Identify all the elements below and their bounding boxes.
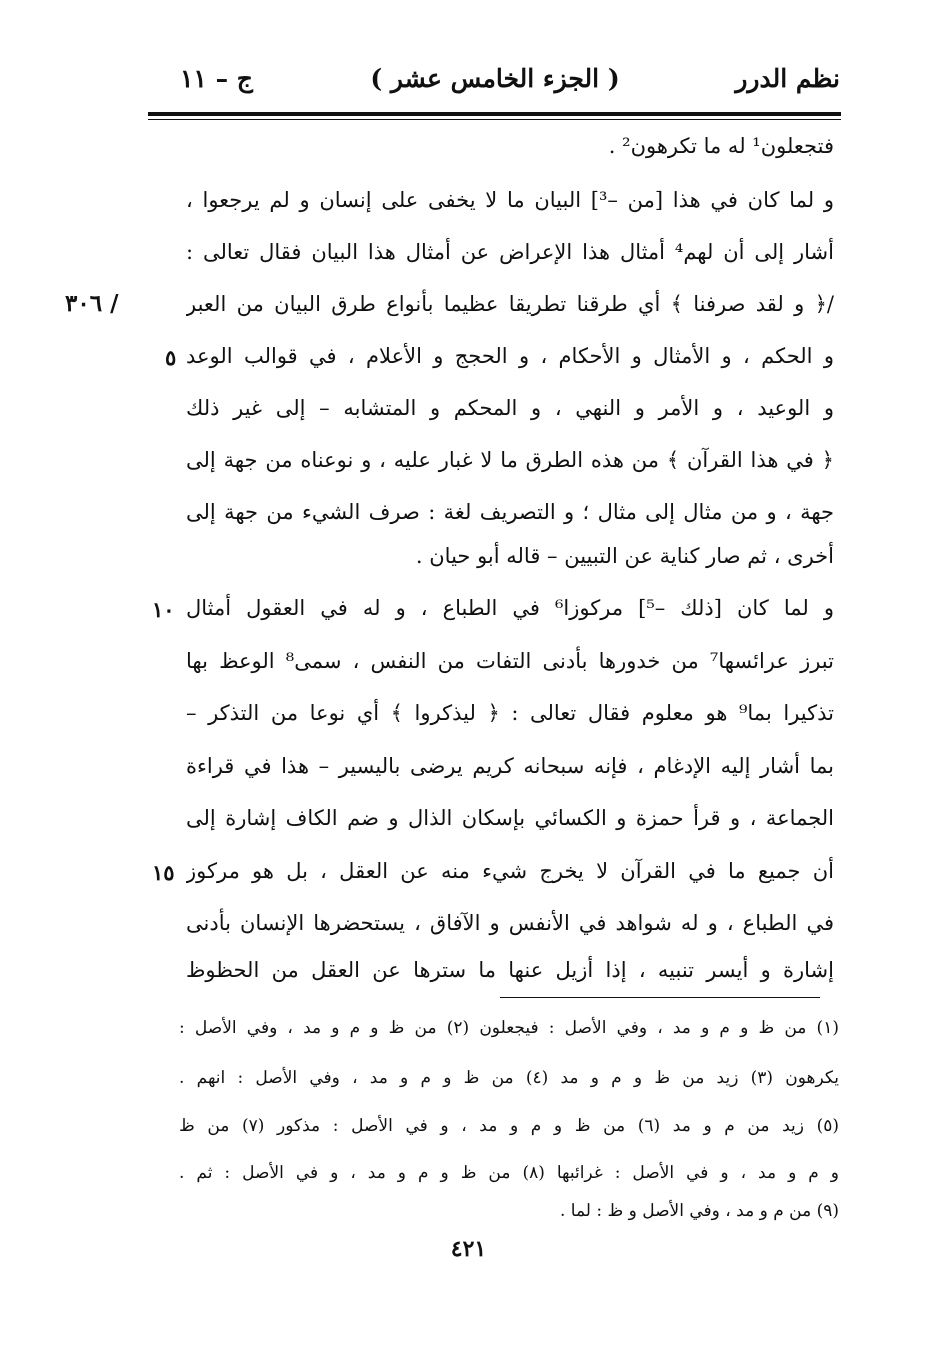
line-number-10: ١٠ (152, 597, 175, 622)
footnote-rule (500, 997, 820, 998)
text-line: في الطباع ، و له شواهد في الأنفس و الآفاق ، يستحضرها الإنسان بأدنى (186, 911, 834, 935)
footnote-line: (٥) زيد من م و مد (٦) من ظ و م و مد ، و في الأصل : مذكور (٧) من ظ (179, 1116, 839, 1136)
footnote-line: (٩) من م و مد ، وفي الأصل و ظ : لما . (559, 1201, 839, 1221)
book-title: نظم الدرر (735, 64, 840, 93)
footnote-line: يكرهون (٣) زيد من ظ و م و مد (٤) من ظ و م و مد ، وفي الأصل : انهم . (179, 1068, 839, 1088)
text-line: أشار إلى أن لهم⁴ أمثال هذا الإعراض عن أمثال هذا البيان فقال تعالى : (186, 240, 834, 264)
text-line: و الحكم ، و الأمثال و الأحكام ، و الحجج و الأعلام ، في قوالب الوعد (186, 344, 834, 368)
text-line: /﴿ و لقد صرفنا ﴾ أي طرقنا تطريقا عظيما بأنواع طرق البيان من العبر (186, 292, 834, 316)
text-line: و لما كان في هذا [من –³] البيان ما لا يخفى على إنسان و لم يرجعوا ، (186, 188, 834, 212)
text-line: أن جميع ما في القرآن لا يخرج شيء منه عن العقل ، بل هو مركوز (186, 859, 834, 883)
header-rule-thin (148, 119, 841, 120)
text-line: بما أشار إليه الإدغام ، فإنه سبحانه كريم يرضى باليسير – هذا في قراءة (186, 754, 834, 778)
line-number-15: ١٥ (152, 860, 175, 885)
manuscript-page-marker: ٣٠٦ / (65, 290, 119, 317)
text-line: فتجعلون¹ له ما تكرهون² . (608, 134, 834, 158)
text-line: تذكيرا بما⁹ هو معلوم فقال تعالى : ﴿ ليذكروا ﴾ أي نوعا من التذكر – (186, 701, 834, 725)
footnote-line: (١) من ظ و م و مد ، وفي الأصل : فيجعلون (٢) من ظ و م و مد ، وفي الأصل : (179, 1018, 839, 1038)
text-line: ﴿ في هذا القرآن ﴾ من هذه الطرق ما لا غبار عليه ، و نوعناه من جهة إلى (186, 448, 834, 472)
text-line: و الوعيد ، و الأمر و النهي ، و المحكم و المتشابه – إلى غير ذلك (186, 396, 834, 420)
page-number: ٤٢١ (450, 1236, 487, 1262)
text-line: تبرز عرائسها⁷ من خدورها بأدنى التفات من النفس ، سمى⁸ الوعظ بها (186, 649, 834, 673)
part-title: ( الجزء الخامس عشر ) (370, 64, 620, 93)
line-number-5: ٥ (165, 345, 177, 370)
running-header (150, 58, 840, 104)
header-rule-thick (148, 112, 841, 116)
footnote-line: و م و مد ، و في الأصل : غرائبها (٨) من ظ و م و مد ، و في الأصل : ثم . (179, 1163, 839, 1183)
volume-label: ج – ١١ (180, 64, 253, 93)
text-line: أخرى ، ثم صار كناية عن التبيين – قاله أبو حيان . (415, 544, 834, 568)
text-line: إشارة و أيسر تنبيه ، إذا أزيل عنها ما سترها عن العقل من الحظوظ (186, 958, 834, 982)
text-line: جهة ، و من مثال إلى مثال ؛ و التصريف لغة : صرف الشيء من جهة إلى (186, 500, 834, 524)
text-line: و لما كان [ذلك –⁵] مركوزا⁶ في الطباع ، و له في العقول أمثال (186, 596, 834, 620)
text-line: الجماعة ، و قرأ حمزة و الكسائي بإسكان الذال و ضم الكاف إشارة إلى (186, 806, 834, 830)
